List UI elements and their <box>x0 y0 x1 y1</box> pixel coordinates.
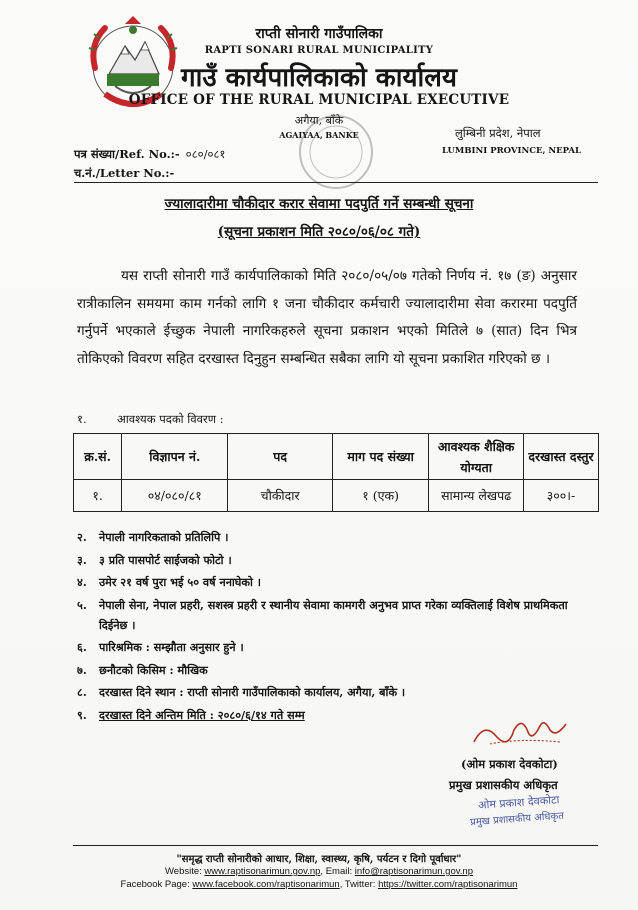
list-item-text: छनौटको किसिम : मौखिक <box>99 662 208 677</box>
table-cell: ०४/०८०/८१ <box>122 480 228 512</box>
list-item <box>77 595 597 635</box>
list-item-text: नेपाली नागरिकताको प्रतिलिपि । <box>99 530 229 544</box>
office-location-np: अगैया, बाँके <box>294 114 344 127</box>
table-cell: ३००।- <box>524 480 599 512</box>
table-header-cell: दरखास्त दस्तुर <box>524 434 599 480</box>
table-header-cell: विज्ञापन नं. <box>122 434 228 480</box>
section-label: आवश्यक पदको विवरण : <box>117 412 224 426</box>
list-item <box>77 527 597 547</box>
office-name-en: OFFICE OF THE RURAL MUNICIPAL EXECUTIVE <box>128 92 510 108</box>
signatory-stamp-title: प्रमुख प्रशासकीय अधिकृत <box>469 810 565 829</box>
post-details-table <box>73 433 599 512</box>
notice-body: यस राप्ती सोनारी गाउँ कार्यपालिकाको मिति २०८०/०५/०७ गतेको निर्णय नं. १७ (ङ) अनुसार रात्रीकालिन समयमा काम गर्नको लागि १ जना चौकीदार कर्मचारी ज्यालादारीमा सेवा करारमा पदपुर्ति गर्नुपर्ने भएकाले ईच्छुक नेपाली नागरिकहरुले सूचना प्रकाशन भएको मितिले ७ (सात) दिन भित्र तोकिएको विवरण सहित दरखास्त दिनुहुन सम्बन्धित सबैका लागि यो सूचना प्रकाशित गरिएको छ । <box>77 268 577 367</box>
list-item-number: ८. <box>77 685 87 699</box>
footer-slogan: "समृद्ध राप्ती सोनारीको आधार, शिक्षा, स्वास्थ्य, कृषि, पर्यटन र दिगो पूर्वाधार" <box>176 854 462 865</box>
table-header-cell: पद <box>228 434 333 480</box>
facebook-label: Facebook Page: <box>120 879 190 890</box>
table-cell: १ (एक) <box>332 480 428 512</box>
signatory-name: (ओम प्रकाश देवकोटा) <box>461 757 558 771</box>
table-header-row <box>74 434 599 480</box>
twitter-label: , Twitter: <box>339 879 376 890</box>
table-cell: चौकीदार <box>228 480 333 512</box>
signature-icon <box>470 712 570 750</box>
email-label: , Email: <box>320 866 353 877</box>
list-item <box>77 572 597 592</box>
table-header-cell: आवश्यक शैक्षिक योग्यता <box>429 434 524 480</box>
notice-subtitle: (सूचना प्रकाशन मिति २०८०/०६/०८ गते) <box>217 224 421 240</box>
table-cell: १. <box>74 480 122 512</box>
list-item-number: ५. <box>77 597 87 612</box>
footer-divider <box>73 845 598 846</box>
list-item-number: ४. <box>77 575 87 589</box>
municipality-name-np: राप्ती सोनारी गाउँपालिका <box>255 26 383 42</box>
twitter-link[interactable]: https://twitter.com/raptisonarimun <box>378 879 518 890</box>
list-item-number: ७. <box>77 662 87 677</box>
section-post-details <box>77 412 224 427</box>
list-item-text: दरखास्त दिने अन्तिम मिति : २०८०/६/१४ गते सम्म <box>99 707 305 722</box>
facebook-link[interactable]: www.facebook.com/raptisonarimun <box>192 879 340 890</box>
footer-social-line <box>0 879 638 890</box>
municipality-name-en: RAPTI SONARI RURAL MUNICIPALITY <box>204 45 434 56</box>
list-item-text: नेपाली सेना, नेपाल प्रहरी, सशस्त्र प्रहरी र स्थानीय सेवामा कामगरी अनुभव प्राप्त गरेका व्यक्तिलाई विशेष प्राथमिकता दिईनेछ । <box>99 597 568 632</box>
list-item-number: ९. <box>77 707 87 722</box>
table-row <box>74 480 599 512</box>
ref-value: ०८०/०८१ <box>185 147 226 161</box>
list-item-number: ३. <box>77 552 87 567</box>
province-np: लुम्बिनी प्रदेश, नेपाल <box>455 126 541 140</box>
list-item <box>77 682 597 702</box>
footer-contact-line <box>0 866 638 877</box>
list-item <box>77 550 597 570</box>
list-item-number: २. <box>77 530 87 544</box>
ref-number <box>74 147 225 162</box>
table-cell: सामान्य लेखपढ <box>429 480 524 512</box>
list-item-text: ३ प्रति पासपोर्ट साईजको फोटो । <box>99 552 232 567</box>
section-number: १. <box>77 412 87 426</box>
list-item-number: ६. <box>77 640 87 654</box>
office-location-en: AGAIYAA, BANKE <box>279 130 359 140</box>
ref-label: पत्र संख्या/Ref. No.:- <box>74 147 180 161</box>
requirements-list <box>77 527 597 727</box>
website-label: Website: <box>164 866 202 877</box>
notice-title: ज्यालादारीमा चौकीदार करार सेवामा पदपुर्ति गर्ने सम्बन्धी सूचना <box>164 196 474 212</box>
province-en: LUMBINI PROVINCE, NEPAL <box>442 146 582 156</box>
table-header-cell: माग पद संख्या <box>332 434 428 480</box>
list-item <box>77 637 597 657</box>
list-item <box>77 660 597 680</box>
list-item-text: पारिश्रमिक : सम्झौता अनुसार हुने । <box>99 640 244 654</box>
list-item-text: उमेर २१ वर्ष पुरा भई ५० वर्ष ननाघेको । <box>99 575 262 589</box>
letter-number-label: च.नं./Letter No.:- <box>74 166 175 180</box>
signatory-title: प्रमुख प्रशासकीय अधिकृत <box>449 778 558 792</box>
list-item-text: दरखास्त दिने स्थान : राप्ती सोनारी गाउँपालिकाको कार्यालय, अगैया, बाँके । <box>99 685 406 699</box>
header-divider <box>74 182 598 183</box>
email-link[interactable]: info@raptisonarimun.gov.np <box>354 866 474 877</box>
office-name-np: गाउँ कार्यपालिकाको कार्यालय <box>181 63 457 93</box>
signatory-stamp-name: ओम प्रकाश देवकोटा <box>477 793 560 812</box>
table-header-cell: क्र.सं. <box>74 434 122 480</box>
website-link[interactable]: www.raptisonarimun.gov.np <box>204 866 321 877</box>
